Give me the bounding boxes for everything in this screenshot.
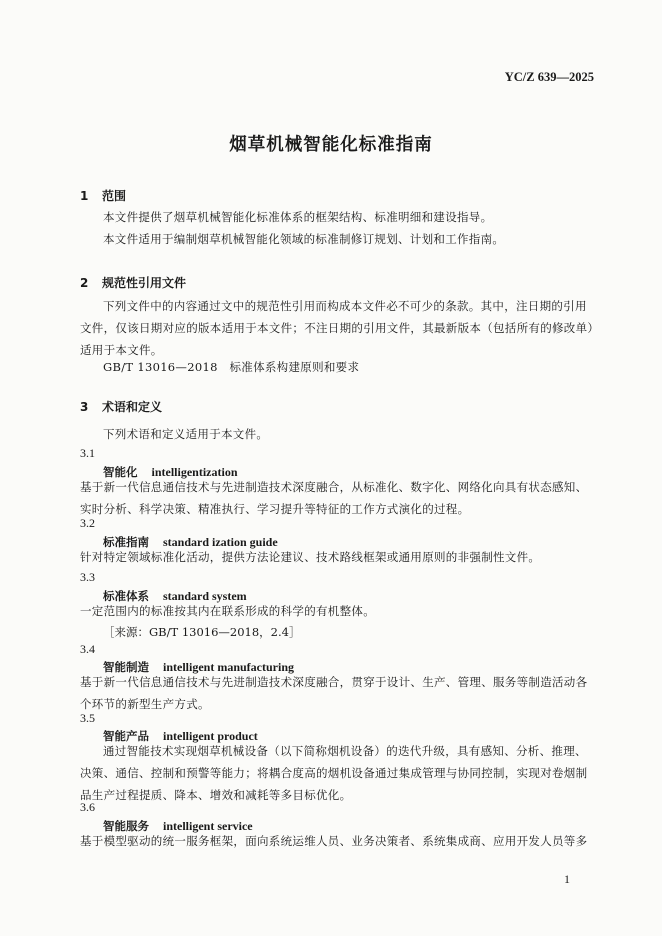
term-definition: 基于新一代信息通信技术与先进制造技术深度融合，贯穿于设计、生产、管理、服务等制造活动各个环节的新型生产方式。 [80,675,588,711]
section-1-heading [80,187,126,204]
term-definition: 基于模型驱动的统一服务框架，面向系统运维人员、业务决策者、系统集成商、应用开发人员等多 [80,834,588,848]
standard-code: YC/Z 639—2025 [504,70,594,84]
term-number: 3.5 [80,711,95,725]
term-definition: 基于新一代信息通信技术与先进制造技术深度融合，从标准化、数字化、网络化向具有状态感知、实时分析、科学决策、精准执行、学习提升等特征的工作方式演化的过程。 [80,480,588,516]
section-title: 术语和定义 [102,400,163,414]
term-number: 3.3 [80,570,95,584]
normative-reference-item: GB/T 13016—2018 标准体系构建原则和要求 [103,360,360,374]
term-en: standard ization guide [163,535,278,549]
document-title: 烟草机械智能化标准指南 [229,135,433,155]
term-en: intelligent service [163,819,253,833]
term-cn: 智能制造 [103,660,149,674]
term-cn: 智能服务 [103,819,149,833]
term-number: 3.1 [80,446,95,460]
normative-refs-paragraph: 下列文件中的内容通过文中的规范性引用而构成本文件必不可少的条款。其中，注日期的引用文件，仅该日期对应的版本适用于本文件；不注日期的引用文件，其最新版本（包括所有的修改单）适用于本文件。 [80,299,594,357]
section-number: 1 [80,189,89,203]
page-number: 1 [564,872,570,886]
section-number: 2 [80,276,89,290]
section-title: 范围 [102,189,127,203]
section-number: 3 [80,400,89,414]
scope-paragraph-2: 本文件适用于编制烟草机械智能化领域的标准制修订规划、计划和工作指南。 [103,232,505,246]
term-source: ［来源：GB/T 13016—2018，2.4］ [103,625,301,639]
term-number: 3.4 [80,642,95,656]
terms-intro: 下列术语和定义适用于本文件。 [103,427,269,441]
section-2-heading [80,274,186,291]
term-number: 3.6 [80,800,95,814]
term-cn: 智能产品 [103,729,149,743]
term-en: standard system [163,589,247,603]
scope-paragraph-1: 本文件提供了烟草机械智能化标准体系的框架结构、标准明细和建设指导。 [103,210,493,224]
section-title: 规范性引用文件 [102,276,187,290]
term-cn: 标准指南 [103,535,149,549]
term-cn: 标准体系 [103,589,149,603]
term-en: intelligent product [163,729,258,743]
term-cn: 智能化 [103,465,138,479]
term-en: intelligent manufacturing [163,660,294,674]
term-definition: 一定范围内的标准按其内在联系形成的科学的有机整体。 [80,604,375,618]
section-3-heading [80,398,162,415]
term-number: 3.2 [80,516,95,530]
term-definition: 通过智能技术实现烟草机械设备（以下简称烟机设备）的迭代升级，具有感知、分析、推理、决策、通信、控制和预警等能力；将耦合度高的烟机设备通过集成管理与协同控制，实现对卷烟制品生产过程提质、降本、增效和减耗等多目标优化。 [80,744,588,802]
term-definition: 针对特定领域标准化活动，提供方法论建议、技术路线框架或通用原则的非强制性文件。 [80,550,541,564]
term-en: intelligentization [151,465,238,479]
